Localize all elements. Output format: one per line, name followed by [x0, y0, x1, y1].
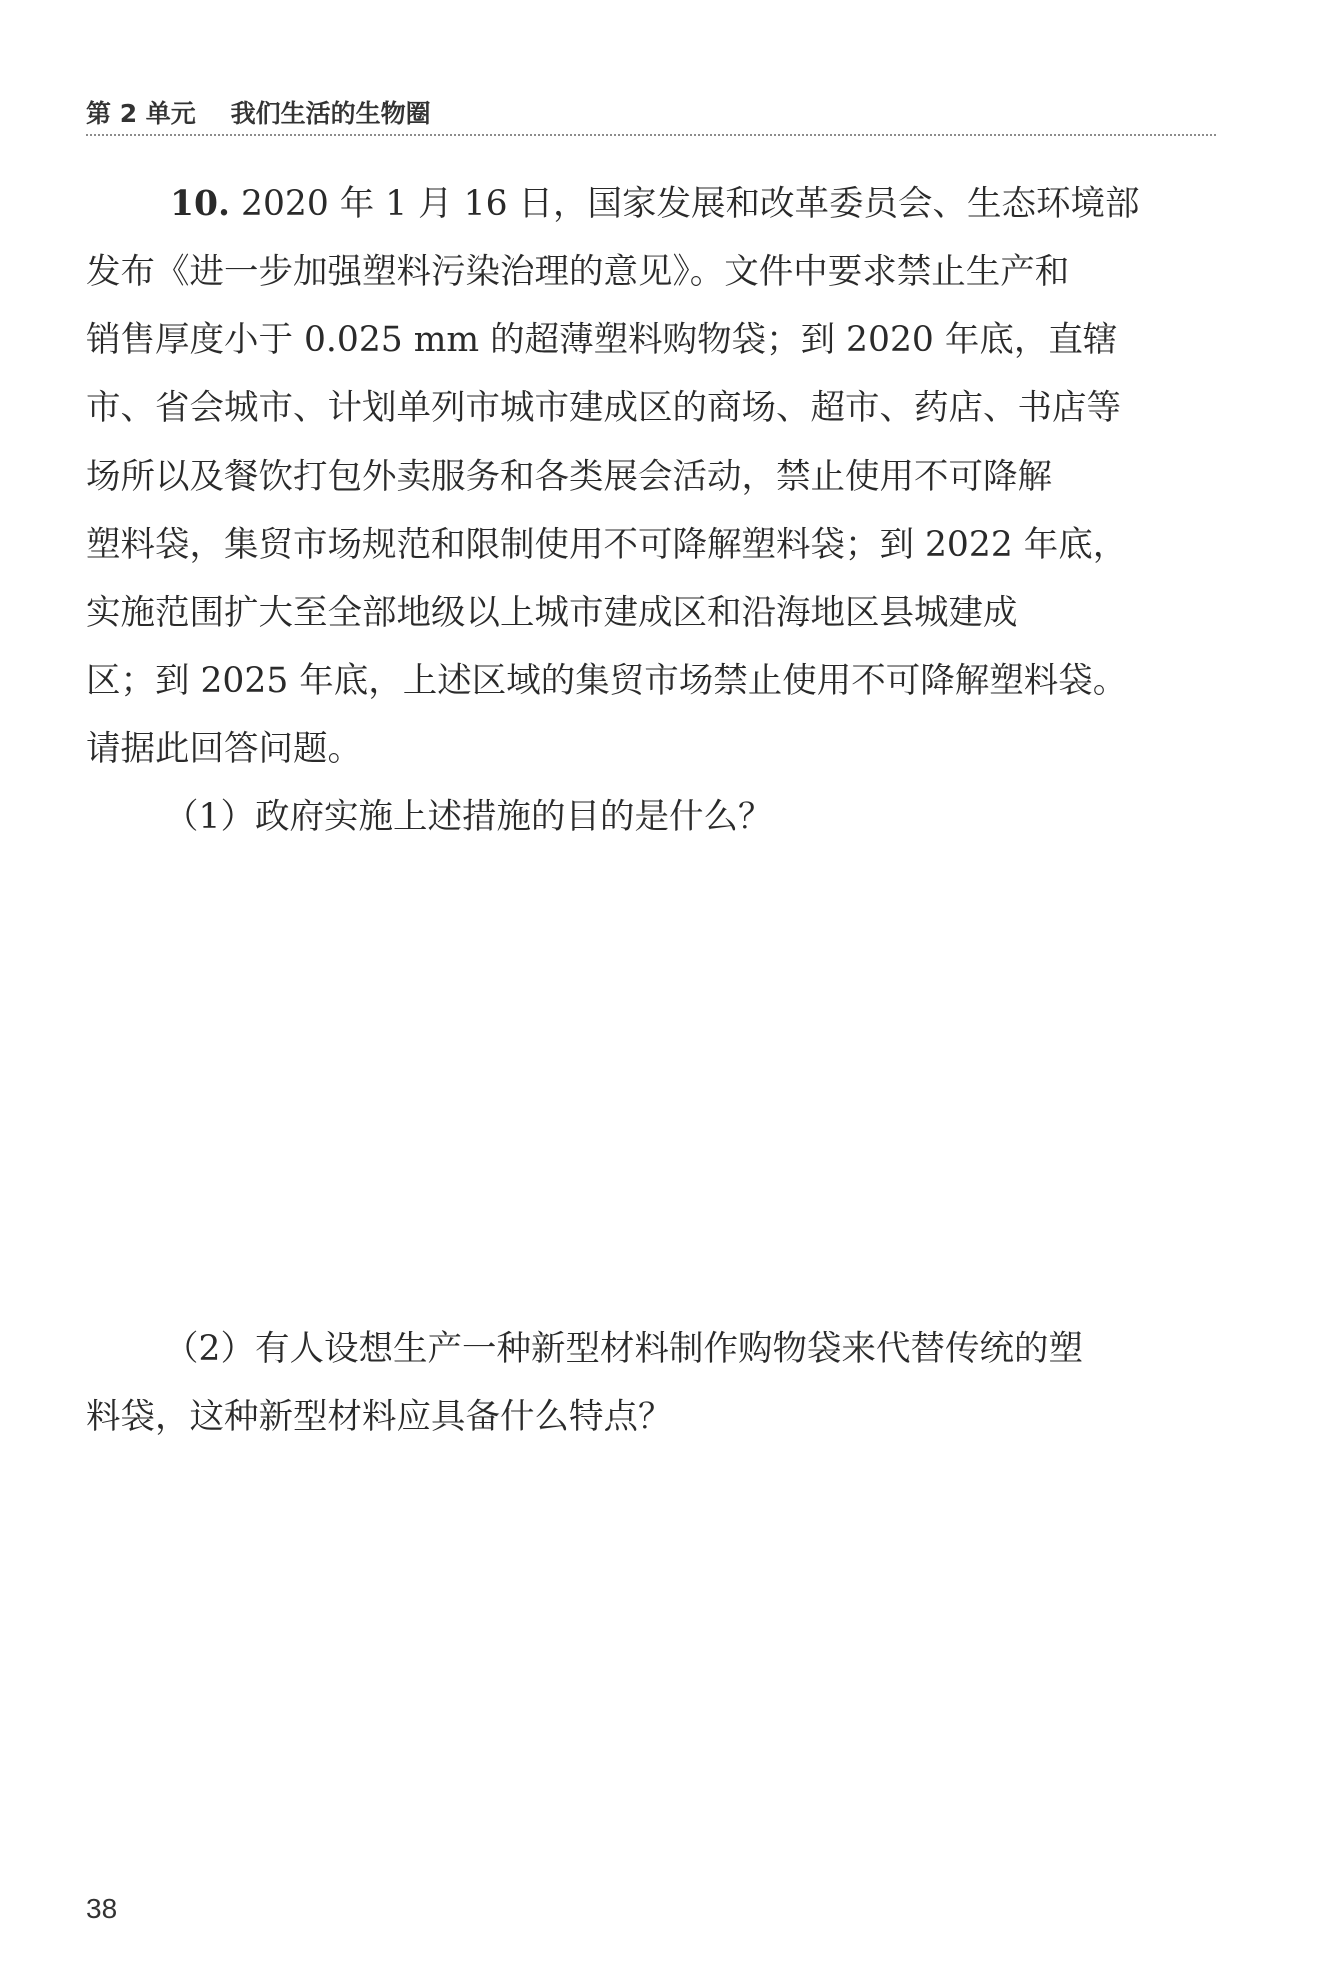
question-line-7: 实施范围扩大至全部地级以上城市建成区和沿海地区县城建成 — [86, 593, 1018, 633]
header-divider — [86, 134, 1216, 136]
question-line-3: 销售厚度小于 0.025 mm 的超薄塑料购物袋；到 2020 年底，直辖 — [86, 320, 1118, 360]
sub-question-2-line-1: （2）有人设想生产一种新型材料制作购物袋来代替传统的塑 — [164, 1329, 1083, 1369]
question-line-8: 区；到 2025 年底，上述区域的集贸市场禁止使用不可降解塑料袋。 — [86, 661, 1128, 701]
question-line-6: 塑料袋，集贸市场规范和限制使用不可降解塑料袋；到 2022 年底， — [86, 525, 1128, 565]
question-line-2: 发布《进一步加强塑料污染治理的意见》。文件中要求禁止生产和 — [86, 252, 1070, 292]
question-line-5: 场所以及餐饮打包外卖服务和各类展会活动，禁止使用不可降解 — [86, 457, 1052, 497]
question-line-1: 10. 2020 年 1 月 16 日，国家发展和改革委员会、生态环境部 — [170, 184, 1140, 224]
chapter-title — [86, 98, 431, 130]
running-header — [86, 98, 1216, 138]
sub-question-2-line-2: 料袋，这种新型材料应具备什么特点？ — [86, 1397, 673, 1437]
question-number: 10. — [170, 184, 231, 224]
sub-question-1: （1）政府实施上述措施的目的是什么？ — [164, 797, 773, 837]
page-number: 38 — [86, 1893, 118, 1924]
chapter-label: 第 2 单元 — [86, 99, 196, 128]
chapter-name: 我们生活的生物圈 — [230, 99, 431, 128]
question-line-9: 请据此回答问题。 — [86, 729, 362, 769]
question-line-4: 市、省会城市、计划单列市城市建成区的商场、超市、药店、书店等 — [86, 388, 1121, 428]
